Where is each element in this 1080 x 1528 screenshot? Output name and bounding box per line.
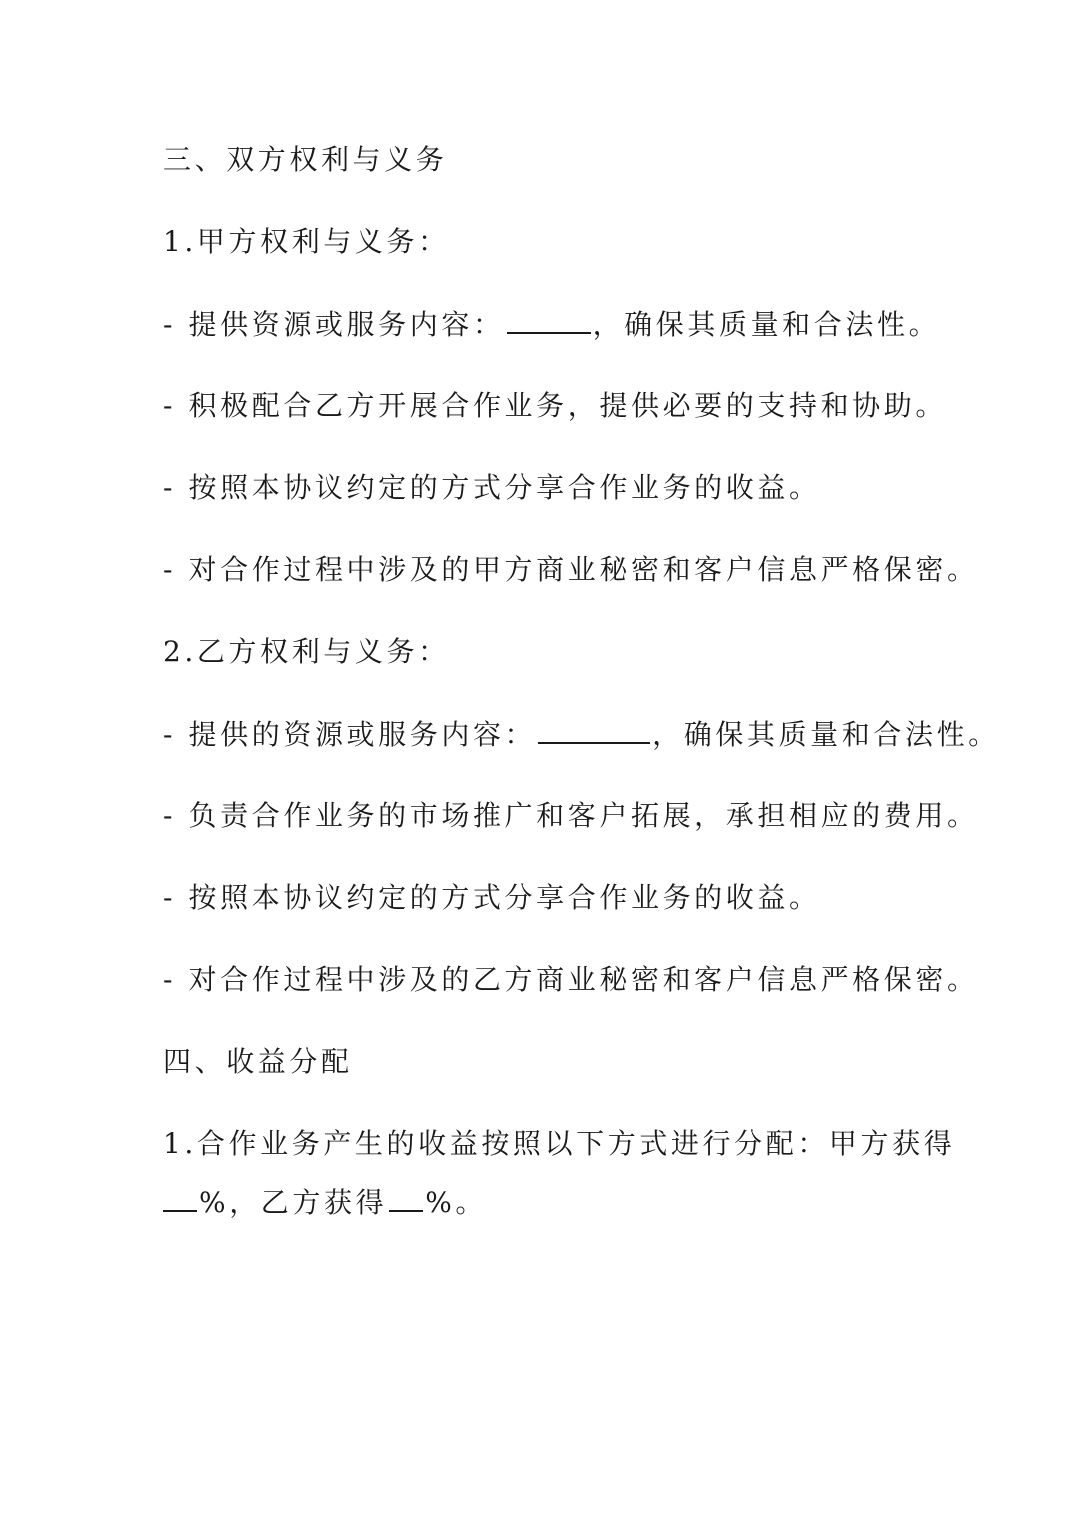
party-b-item-2: - 负责合作业务的市场推广和客户拓展，承担相应的费用。 xyxy=(163,799,979,832)
party-a-item-3: - 按照本协议约定的方式分享合作业务的收益。 xyxy=(163,471,821,504)
party-b-item-1 xyxy=(163,716,1000,753)
party-b-title: 2.乙方权利与义务： xyxy=(163,635,450,668)
party-b-item-1-text: - 提供的资源或服务内容： xyxy=(163,718,537,751)
party-a-item-4: - 对合作过程中涉及的甲方商业秘密和客户信息严格保密。 xyxy=(163,553,979,586)
section-4-heading: 四、收益分配 xyxy=(163,1045,353,1078)
fill-in-blank xyxy=(389,1184,423,1212)
party-b-item-3: - 按照本协议约定的方式分享合作业务的收益。 xyxy=(163,881,821,914)
party-a-item-1-text-end: ，确保其质量和合法性。 xyxy=(592,308,941,341)
party-a-item-2: - 积极配合乙方开展合作业务，提供必要的支持和协助。 xyxy=(163,389,947,422)
party-a-percent-text: %，乙方获得 xyxy=(199,1186,388,1219)
section-4-clause-1-continued xyxy=(163,1184,963,1221)
party-a-item-1-text: - 提供资源或服务内容： xyxy=(163,308,505,341)
section-3-heading: 三、双方权利与义务 xyxy=(163,143,448,176)
section-4-clause-1: 1.合作业务产生的收益按照以下方式进行分配：甲方获得 xyxy=(163,1127,956,1160)
party-a-title: 1.甲方权利与义务： xyxy=(163,225,450,258)
party-b-item-4: - 对合作过程中涉及的乙方商业秘密和客户信息严格保密。 xyxy=(163,963,979,996)
fill-in-blank xyxy=(507,306,591,334)
party-b-percent-text: %。 xyxy=(425,1186,488,1219)
fill-in-blank xyxy=(538,716,650,744)
party-b-item-1-text-end: ，确保其质量和合法性。 xyxy=(652,718,1000,751)
fill-in-blank xyxy=(163,1184,197,1212)
party-a-item-1 xyxy=(163,306,963,343)
